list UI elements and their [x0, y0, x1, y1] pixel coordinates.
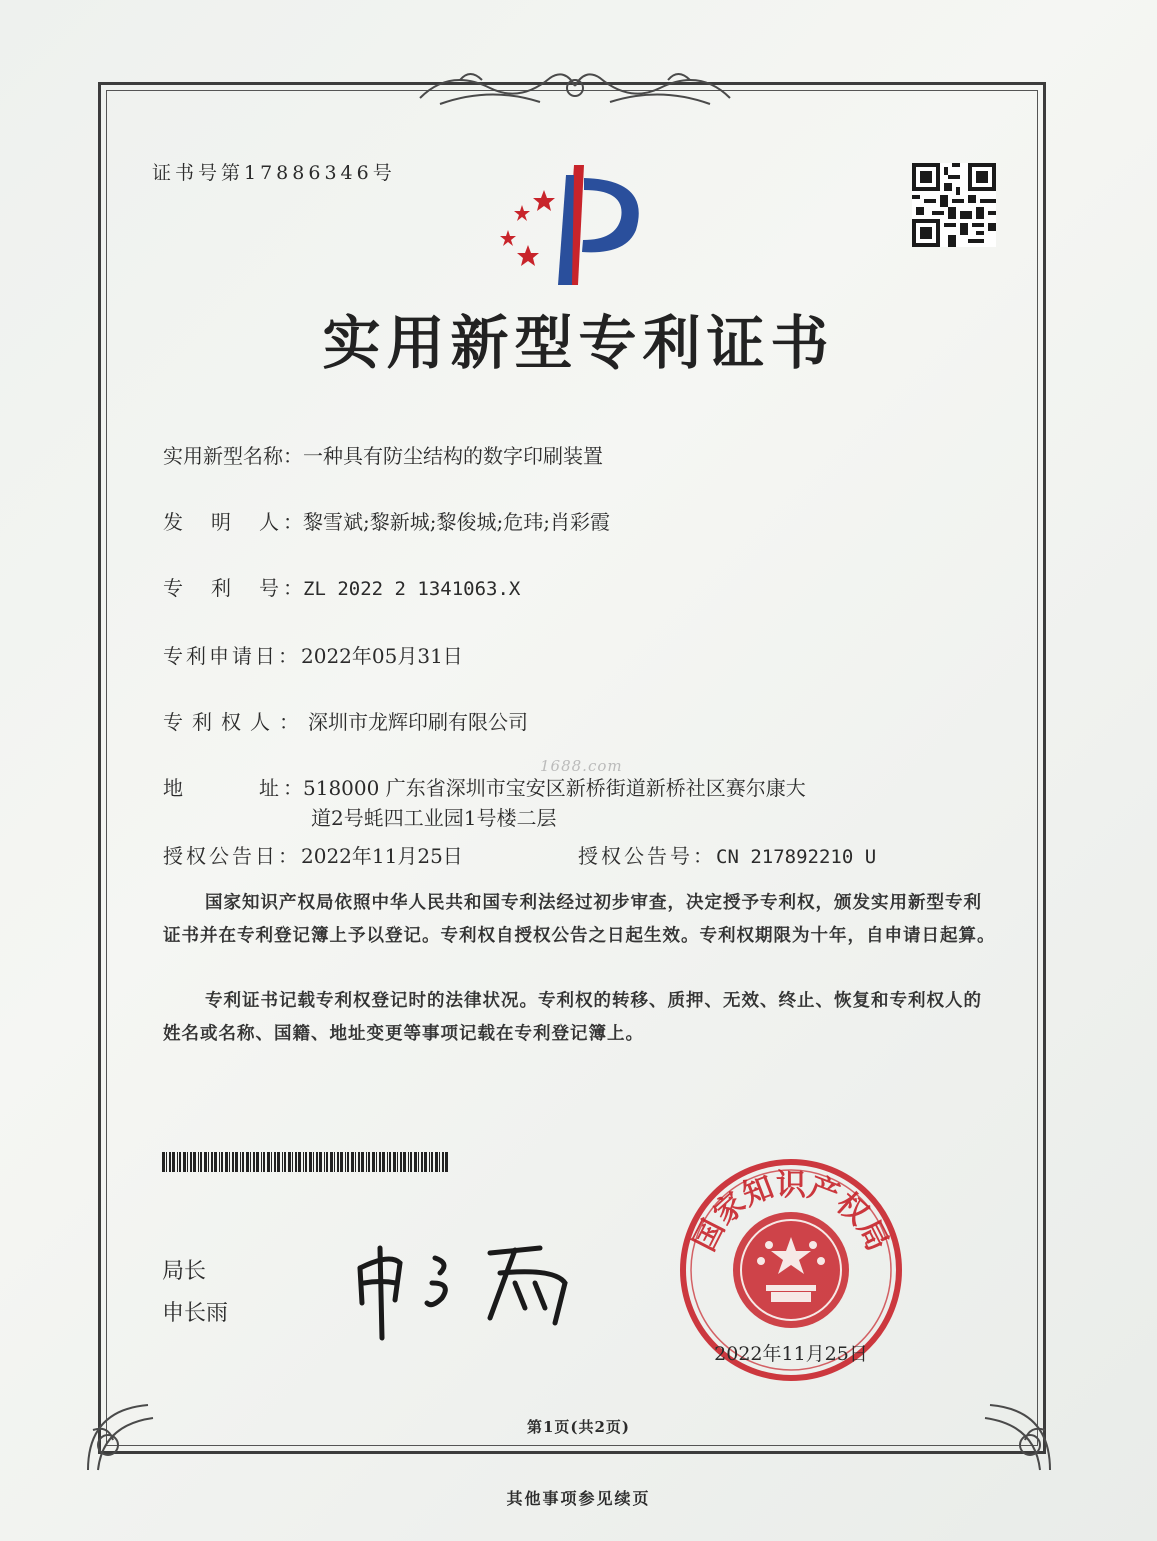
address-line-1: 518000 广东省深圳市宝安区新桥街道新桥社区赛尔康大: [303, 776, 806, 800]
director-title: 局长: [162, 1259, 207, 1284]
patent-number-label-char: 号: [259, 576, 279, 600]
barcode-bar: [211, 1152, 213, 1172]
grant-publication-number-label: 授权公告号：: [578, 844, 716, 868]
footer-note: 其他事项参见续页: [506, 1489, 651, 1508]
barcode-bar: [235, 1152, 238, 1172]
utility-model-name-label: 实用新型名称：: [163, 444, 303, 468]
inventor-label: [163, 506, 279, 535]
barcode-bar: [376, 1152, 377, 1172]
barcode-bar: [319, 1152, 322, 1172]
patent-number-value: ZL 2022 2 1341063.X: [303, 578, 521, 600]
barcode-bar: [303, 1152, 304, 1172]
barcode-bar: [193, 1152, 196, 1172]
barcode-bar: [221, 1152, 223, 1172]
barcode-bar: [382, 1152, 385, 1172]
grant-date-label: 授权公告日：: [163, 844, 301, 868]
barcode-bar: [397, 1152, 398, 1172]
barcode-bar: [267, 1152, 270, 1172]
barcode-bar: [340, 1152, 343, 1172]
barcode-bar: [421, 1152, 423, 1172]
cnipa-logo-icon: [486, 160, 656, 290]
barcode-bar: [208, 1152, 209, 1172]
barcode-bar: [358, 1152, 360, 1172]
inventor-label-char: 明: [211, 510, 231, 534]
utility-model-name-row: [163, 440, 603, 469]
barcode-bar: [295, 1152, 297, 1172]
barcode-bar: [277, 1152, 280, 1172]
barcode-bar: [316, 1152, 318, 1172]
barcode-bar: [284, 1152, 286, 1172]
barcode-bar: [347, 1152, 349, 1172]
barcode-bar: [305, 1152, 307, 1172]
barcode-bar: [418, 1152, 419, 1172]
barcode-bar: [424, 1152, 427, 1172]
seal-date: 2022年11月25日: [714, 1343, 868, 1365]
patent-number-row: [163, 572, 520, 601]
barcode-bar: [408, 1152, 409, 1172]
grant-publication-number-row: [578, 840, 876, 869]
barcode-bar: [198, 1152, 199, 1172]
filing-date-value: 2022年05月31日: [301, 644, 463, 668]
official-seal-icon: [676, 1155, 906, 1385]
watermark: 1688.com: [540, 757, 623, 775]
barcode-bar: [219, 1152, 220, 1172]
inventor-label-char: 发: [163, 510, 183, 534]
barcode-bar: [242, 1152, 244, 1172]
grant-date-value: 2022年11月25日: [301, 844, 463, 868]
certificate-title: 实用新型专利证书: [322, 309, 835, 377]
barcode-bar: [351, 1152, 354, 1172]
address-label-char: 地: [163, 776, 183, 800]
barcode-bar: [246, 1152, 249, 1172]
patent-number-colon: ：: [283, 576, 303, 600]
barcode-bar: [345, 1152, 346, 1172]
barcode-bar: [261, 1152, 262, 1172]
barcode-bar: [172, 1152, 175, 1172]
patent-number-label-char: 利: [211, 576, 231, 600]
barcode-bar: [288, 1152, 291, 1172]
barcode-bar: [274, 1152, 276, 1172]
barcode-bar: [214, 1152, 217, 1172]
barcode-bar: [400, 1152, 402, 1172]
barcode-bar: [271, 1152, 272, 1172]
utility-model-name-value: 一种具有防尘结构的数字印刷装置: [303, 444, 603, 468]
patentee-value: 深圳市龙辉印刷有限公司: [308, 710, 528, 734]
grant-date-row: [163, 840, 463, 869]
barcode-bar: [431, 1152, 433, 1172]
barcode-bar: [361, 1152, 364, 1172]
barcode-bar: [334, 1152, 335, 1172]
barcode-bar: [169, 1152, 171, 1172]
top-ornament-icon: [410, 58, 740, 114]
barcode-bar: [337, 1152, 339, 1172]
barcode-bar: [187, 1152, 188, 1172]
address-line-2: 道2号蚝四工业园1号楼二层: [311, 806, 557, 830]
barcode-bar: [225, 1152, 228, 1172]
barcode-bar: [445, 1152, 448, 1172]
barcode-bar: [435, 1152, 438, 1172]
barcode-bar: [372, 1152, 375, 1172]
address-colon: ：: [283, 776, 303, 800]
inventor-colon: ：: [283, 510, 303, 534]
director-signature-icon: [340, 1228, 590, 1348]
barcode-bar: [200, 1152, 202, 1172]
seal-text: 国家知识产权局: [687, 1168, 895, 1257]
address-label: [163, 772, 279, 801]
barcode-bar: [177, 1152, 178, 1172]
grant-publication-number-value: CN 217892210 U: [716, 846, 877, 868]
barcode-bar: [253, 1152, 255, 1172]
barcode-bar: [355, 1152, 356, 1172]
legal-status-paragraph: 专利证书记载专利权登记时的法律状况。专利权的转移、质押、无效、终止、恢复和专利权人的姓名或名称、国籍、地址变更等事项记载在专利登记簿上。: [163, 991, 982, 1044]
barcode-bar: [179, 1152, 181, 1172]
barcode-bar: [439, 1152, 440, 1172]
patentee-row: [163, 706, 528, 735]
inventor-label-char: 人: [259, 510, 279, 534]
barcode-bar: [324, 1152, 325, 1172]
barcode-bar: [250, 1152, 251, 1172]
barcode-bar: [256, 1152, 259, 1172]
barcode-bar: [229, 1152, 230, 1172]
barcode-bar: [326, 1152, 328, 1172]
barcode-bar: [292, 1152, 293, 1172]
barcode-bar: [190, 1152, 192, 1172]
barcode-bar: [442, 1152, 444, 1172]
barcode-bar: [298, 1152, 301, 1172]
barcode-bar: [429, 1152, 430, 1172]
filing-date-row: [163, 640, 463, 669]
barcode-bar: [162, 1152, 165, 1172]
barcode-bar: [313, 1152, 314, 1172]
grant-statement-paragraph: 国家知识产权局依照中华人民共和国专利法经过初步审查，决定授予专利权，颁发实用新型专利证书并在专利登记簿上予以登记。专利权自授权公告之日起生效。专利权期限为十年，自申请日起算。: [163, 893, 996, 946]
patent-number-label-char: 专: [163, 576, 183, 600]
barcode-bar: [403, 1152, 406, 1172]
barcode-bar: [393, 1152, 396, 1172]
address-label-char: 址: [259, 776, 279, 800]
certificate-number: 证书号第17886346号: [152, 162, 396, 184]
qr-code-icon: [912, 163, 996, 247]
director-name: 申长雨: [162, 1301, 229, 1326]
barcode-bar: [368, 1152, 370, 1172]
barcode-bar: [240, 1152, 241, 1172]
inventor-value: 黎雪斌;黎新城;黎俊城;危玮;肖彩霞: [303, 510, 610, 534]
barcode-bar: [232, 1152, 234, 1172]
barcode-bar: [414, 1152, 417, 1172]
address-row: [163, 772, 806, 801]
barcode-bar: [410, 1152, 412, 1172]
barcode-bar: [309, 1152, 312, 1172]
barcode-bar: [282, 1152, 283, 1172]
filing-date-label: 专利申请日：: [163, 644, 301, 668]
barcode-bar: [379, 1152, 381, 1172]
barcode-bar: [183, 1152, 186, 1172]
barcode-bar: [366, 1152, 367, 1172]
patentee-label: 专利权人：: [163, 710, 308, 734]
barcode-bar: [330, 1152, 333, 1172]
barcode-bar: [204, 1152, 207, 1172]
barcode-icon: [162, 1152, 450, 1172]
barcode-bar: [263, 1152, 265, 1172]
patent-number-label: [163, 572, 279, 601]
page-number: 第1页(共2页): [526, 1418, 631, 1436]
barcode-bar: [387, 1152, 388, 1172]
barcode-bar: [166, 1152, 167, 1172]
barcode-bar: [389, 1152, 391, 1172]
inventor-row: [163, 506, 610, 535]
